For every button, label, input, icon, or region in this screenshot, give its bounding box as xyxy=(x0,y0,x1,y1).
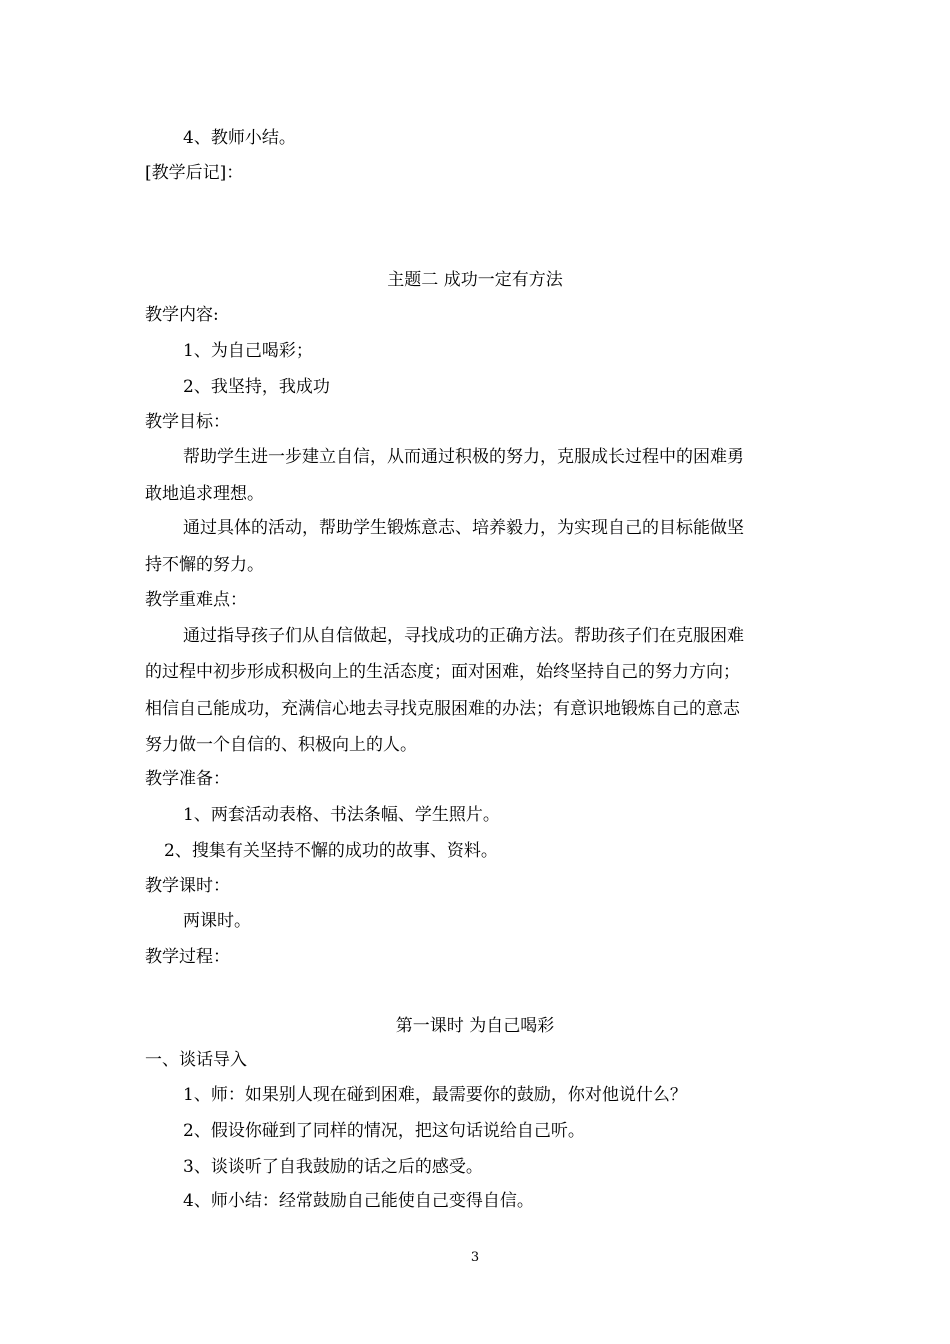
key-points-label: 教学重难点： xyxy=(145,590,247,610)
page-number: 3 xyxy=(470,1250,480,1265)
key-points-line: 的过程中初步形成积极向上的生活态度；面对困难，始终坚持自己的努力方向； xyxy=(145,662,740,682)
lesson-item: 1、师：如果别人现在碰到困难，最需要你的鼓励，你对他说什么？ xyxy=(183,1085,687,1105)
preparation-item: 1、两套活动表格、书法条幅、学生照片。 xyxy=(183,805,500,825)
key-points-line: 通过指导孩子们从自信做起，寻找成功的正确方法。帮助孩子们在克服困难 xyxy=(183,626,744,646)
class-hours-label: 教学课时： xyxy=(145,876,230,896)
lesson-item: 2、假设你碰到了同样的情况，把这句话说给自己听。 xyxy=(183,1121,585,1141)
preparation-label: 教学准备： xyxy=(145,769,230,789)
content-item: 1、为自己喝彩； xyxy=(183,341,313,361)
prev-item-4: 4、教师小结。 xyxy=(183,128,296,148)
lesson-title: 第一课时 为自己喝彩 xyxy=(395,1016,555,1036)
goal-paragraph-line: 敢地追求理想。 xyxy=(145,484,264,504)
goal-paragraph-line: 持不懈的努力。 xyxy=(145,555,264,575)
preparation-item: 2、搜集有关坚持不懈的成功的故事、资料。 xyxy=(164,841,498,861)
key-points-line: 努力做一个自信的、积极向上的人。 xyxy=(145,735,417,755)
class-hours-value: 两课时。 xyxy=(183,911,251,931)
goal-paragraph-line: 帮助学生进一步建立自信，从而通过积极的努力，克服成长过程中的困难勇 xyxy=(183,447,744,467)
key-points-line: 相信自己能成功，充满信心地去寻找克服困难的办法；有意识地锻炼自己的意志 xyxy=(145,699,740,719)
content-item: 2、我坚持，我成功 xyxy=(183,377,330,397)
section-heading: 一、谈话导入 xyxy=(145,1050,247,1070)
lesson-item: 4、师小结：经常鼓励自己能使自己变得自信。 xyxy=(183,1191,534,1211)
goal-paragraph-line: 通过具体的活动，帮助学生锻炼意志、培养毅力，为实现自己的目标能做坚 xyxy=(183,518,744,538)
goal-label: 教学目标： xyxy=(145,412,230,432)
content-label: 教学内容: xyxy=(145,305,219,325)
process-label: 教学过程： xyxy=(145,947,230,967)
teaching-notes-label: [教学后记]： xyxy=(145,163,244,183)
lesson-item: 3、谈谈听了自我鼓励的话之后的感受。 xyxy=(183,1157,483,1177)
theme-title: 主题二 成功一定有方法 xyxy=(387,270,563,290)
